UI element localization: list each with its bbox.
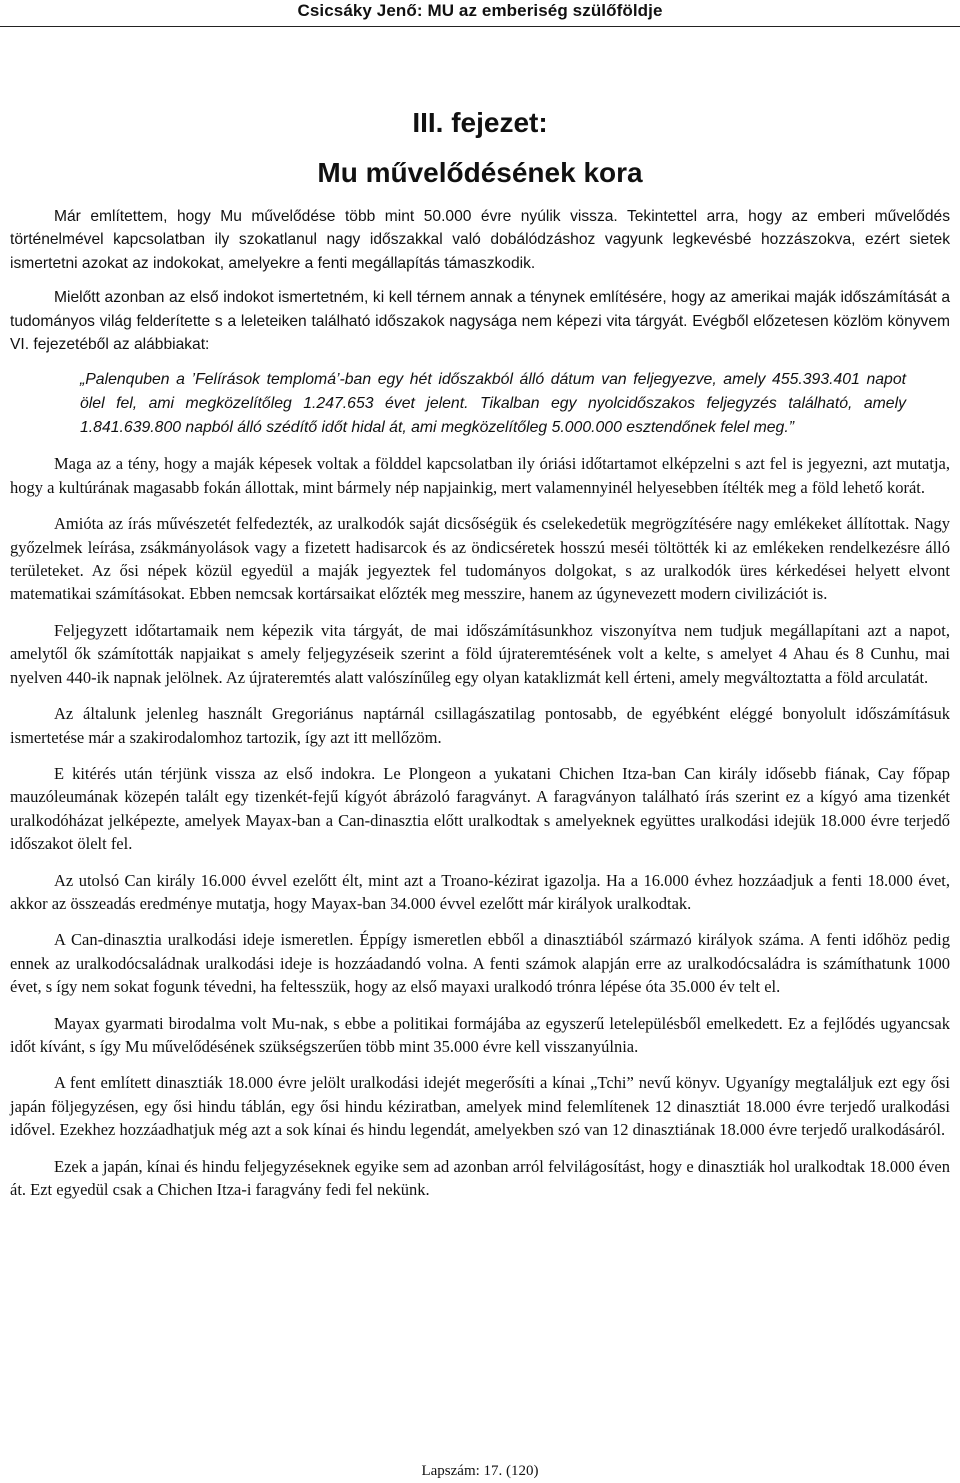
paragraph-1: Már említettem, hogy Mu művelődése több mint 50.000 évre nyúlik vissza. Tekintettel arra, hogy az emberi művelődés történelmével kapcsolatban ily szokatlanul nagy időszakkal való dobálódzáshoz vagyunk legkevésbé hozzászokva, ezért sietek ismertetni azokat az indokokat, amelyekre a fenti megállapítás támaszkodik. — [10, 208, 950, 272]
paragraph-4: Amióta az írás művészetét felfedezték, az uralkodók saját dicsőségük és cselekedetük megrögzítésére nagy emlékeket állítottak. Nagy győzelmek leírása, zsákmányolások vagy a fizetett hadisarcok és az öndicséretek hosszú meséi töltötték ki az emlékeken rendelkezésre álló területeket. Az ősi népek közül egyedül a maják jegyeztek fel tudományos dolgokat, s az uralkodók üres kérkedései helyett elvont matematikai számításokat. Ebben nemcsak kortársaikat előzték meg messzire, hanem az úgynevezett modern civilizációt is. — [10, 514, 950, 604]
chapter-number: III. fejezet: — [412, 107, 548, 138]
running-header: Csicsáky Jenő: MU az emberiség szülőföldje — [297, 1, 663, 20]
paragraph-9: A Can-dinasztia uralkodási ideje ismeretlen. Éppígy ismeretlen ebből a dinasztiából származó királyok száma. A fenti időhöz pedig ennek az uralkodócsaládnak uralkodási ideje is hozzáadandó volna. A fenti számok alapján erre az uralkodócsaládra is számíthatunk 1000 évet, s így nem sokat fogunk tévedni, ha feltesszük, hogy az első mayaxi uralkodó trónra lépése óta 35.000 év telt el. — [10, 930, 950, 997]
body-text — [10, 205, 950, 1201]
block-quote: „Palenquben a ’Felírások templomá’-ban egy hét időszakból álló dátum van feljegyezve, amely 455.393.401 napot ölel fel, ami megközelítőleg 1.247.653 évet jelent. Tikalban egy nyolcidőszakos feljegyzés található, amely 1.841.639.800 napból álló szédítő időt hidal át, ami megközelítőleg 5.000.000 esztendőnek felel meg.” — [80, 371, 906, 437]
chapter-title — [0, 98, 960, 198]
paragraph-7: E kitérés után térjünk vissza az első indokra. Le Plongeon a yukatani Chichen Itza-ban Can király idősebb fiának, Cay főpap mauzóleumának közepén talált egy tizenkét-fejű kígyót ábrázoló faragványt. A faragványon található írás szerint ez a kígyó ama tizenkét uralkodóházat jelképezte, amelyek Mayax-ban a Can-dinasztia előtt uralkodtak s amelyeknek együttes uralkodási idejük 18.000 évre terjedő időszakot ölelt fel. — [10, 763, 950, 854]
paragraph-3: Maga az a tény, hogy a maják képesek voltak a földdel kapcsolatban ily óriási időtartamot elképzelni s azt fel is jegyezni, azt mutatja, hogy a kultúrának magasabb fokán állottak, mint bármely nép napjainkig, mert valamennyinél helyesebben ítélték meg a föld lehető korát. — [10, 454, 950, 497]
paragraph-5: Feljegyzett időtartamaik nem képezik vita tárgyát, de mai időszámításunkhoz viszonyítva nem tudjuk megállapítani azt a napot, amelytől ők számították napjaikat s amely feljegyzéseik szerint a föld újrateremtésének volt a kelte, s amelyet 4 Ahau és 8 Cunhu, mai nyelven 440-ik napnak jelölnek. Az újrateremtés alatt valószínűleg egy olyan kataklizmát kell érteni, amely megváltoztatta a föld arculatát. — [10, 620, 950, 687]
paragraph-12: Ezek a japán, kínai és hindu feljegyzéseknek egyike sem ad azonban arról felvilágosítást, hogy e dinasztiák hol uralkodtak 18.000 éven át. Ezt egyedül csak a Chichen Itza-i faragvány fedi fel nekünk. — [10, 1156, 950, 1199]
chapter-name: Mu művelődésének kora — [317, 157, 643, 188]
header-divider — [0, 26, 960, 27]
paragraph-2: Mielőtt azonban az első indokot ismertetném, ki kell térnem annak a ténynek említésére, hogy az amerikai maják időszámítását a tudományos világ felderítette s a leleteiken található időszakok nagysága nem képezi vita tárgyát. Evégből előzetesen közlöm könyvem VI. fejezetéből az alábbiakat: — [10, 289, 950, 354]
paragraph-6: Az általunk jelenleg használt Gregoriánus naptárnál csillagászatilag pontosabb, de egyébként eléggé bonyolult időszámításuk ismertetése már a szakirodalomhoz tartozik, így azt itt mellőzöm. — [10, 704, 950, 747]
paragraph-11: A fent említett dinasztiák 18.000 évre jelölt uralkodási idejét megerősíti a kínai „Tchi” nevű könyv. Ugyanígy megtaláljuk ezt egy ősi japán följegyzésen, egy ősi hindu táblán, egy ősi hindu kéziratban, amelyek mind felemlítenek 12 dinasztiát 18.000 évre terjedő uralkodási idővel. Ezekhez hozzáadhatjuk még azt a sok kínai és hindu legendát, amelyekben szó van 12 dinasztiának 18.000 évre terjedő uralkodásáról. — [10, 1073, 950, 1140]
paragraph-8: Az utolsó Can király 16.000 évvel ezelőtt élt, mint azt a Troano-kézirat igazolja. Ha a 16.000 évhez hozzáadjuk a fenti 18.000 évet, akkor az összeadás eredménye mutatja, hogy Mayax-ban 34.000 évvel ezelőtt már királyok uralkodtak. — [10, 870, 950, 913]
paragraph-10: Mayax gyarmati birodalma volt Mu-nak, s ebbe a politikai formájába az egyszerű letelepülésből emelkedett. Ez a fejlődés ugyancsak időt kívánt, s így Mu művelődésének szükségszerűen több mint 35.000 évre kell visszanyúlnia. — [10, 1013, 950, 1056]
page-number: Lapszám: 17. (120) — [421, 1463, 539, 1479]
